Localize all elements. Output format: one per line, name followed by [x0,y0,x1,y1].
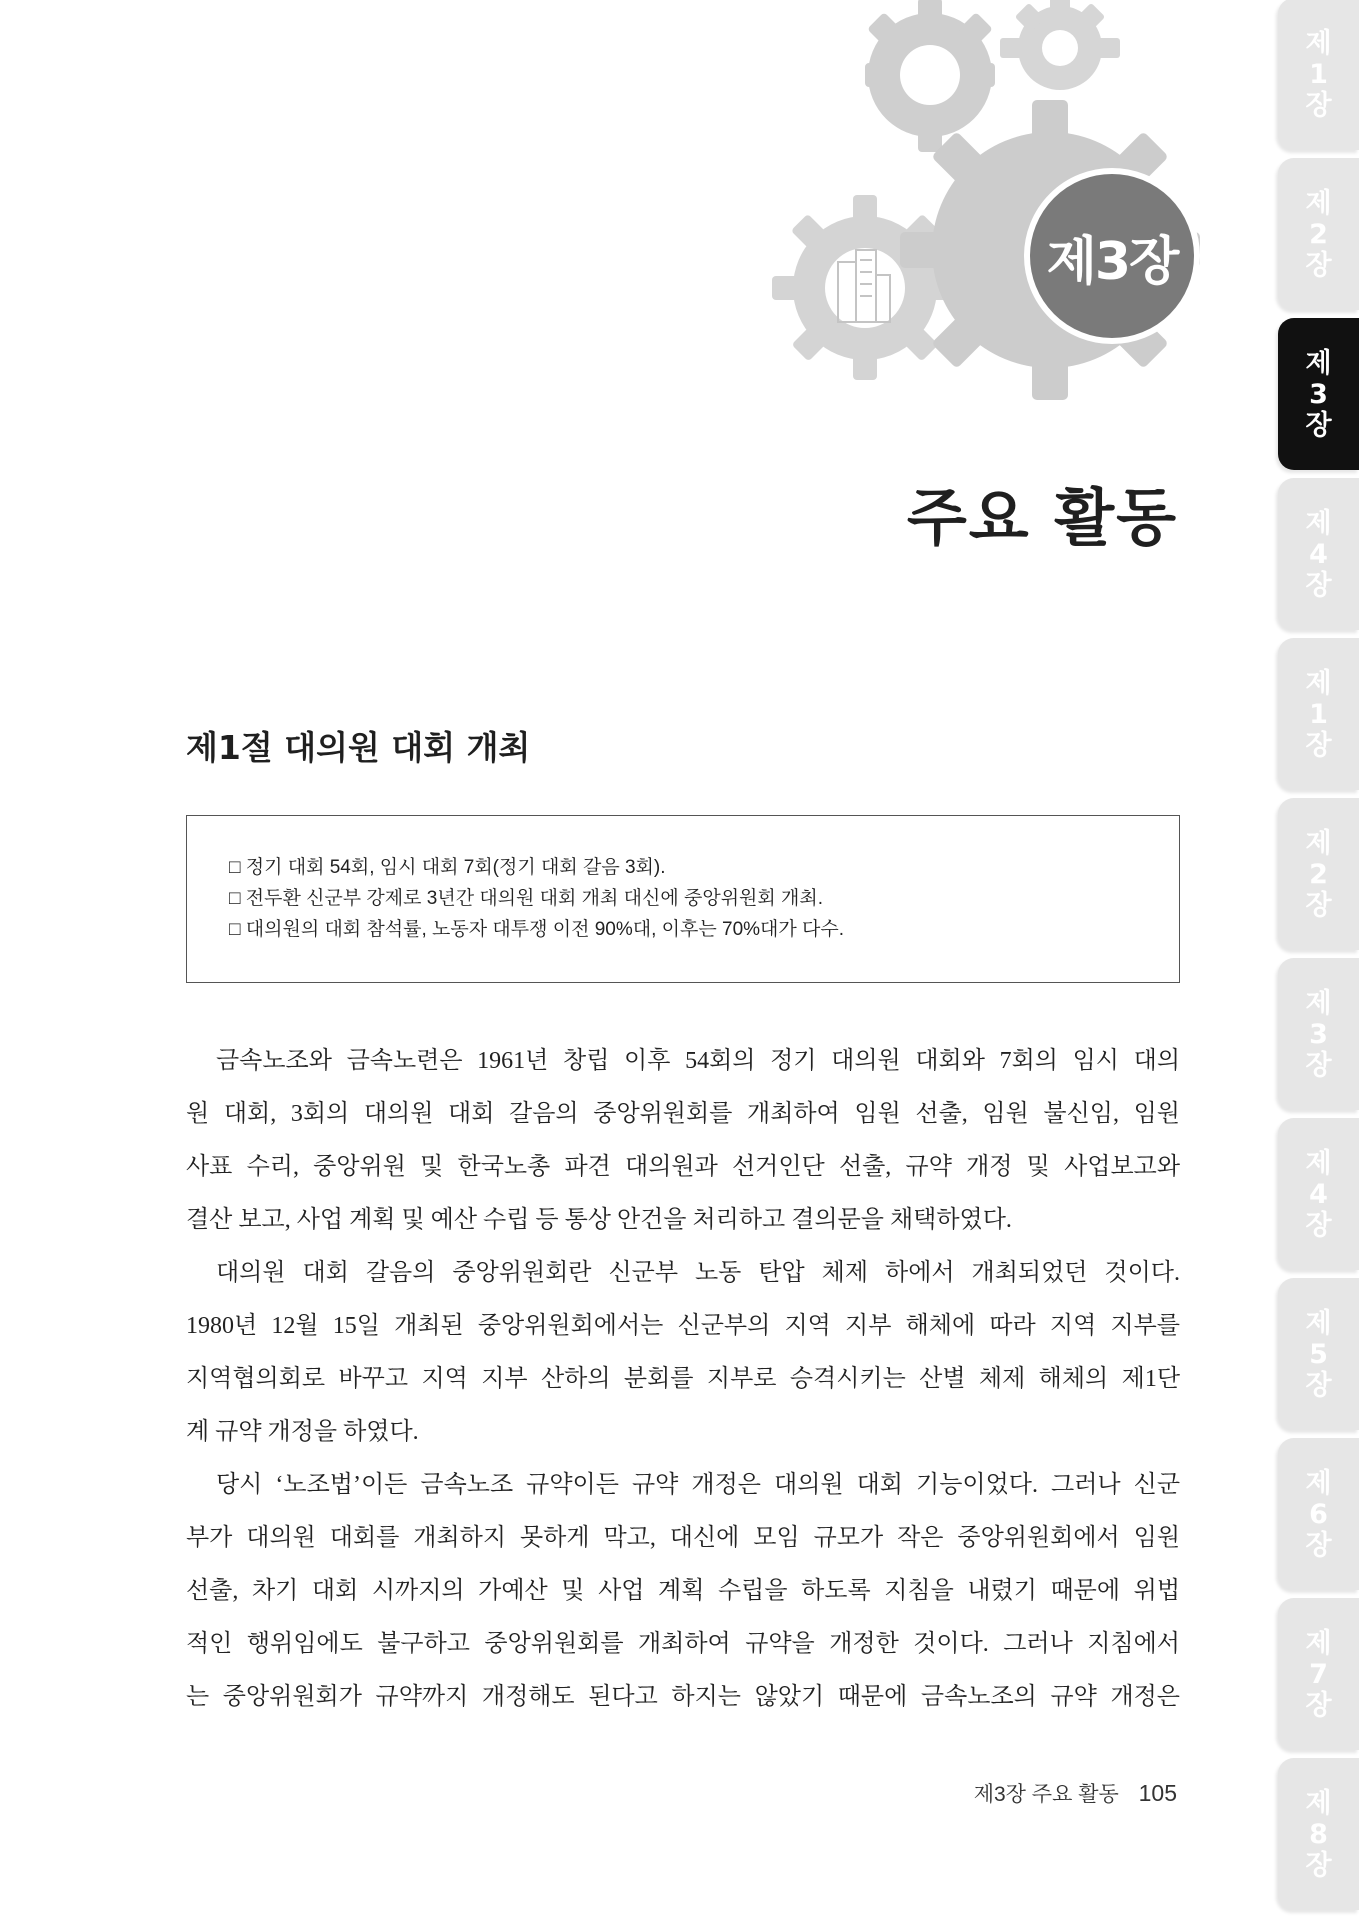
body-line: 1980년 12월 15일 개최된 중앙위원회에서는 신군부의 지역 지부 해체에 따라 지역 지부를 [186,1313,1180,1339]
chapter-tab[interactable]: 제4장 [1278,478,1359,630]
body-line: 당시 ‘노조법’이든 금속노조 규약이든 규약 개정은 대의원 대회 기능이었다. 그러나 신군 [216,1472,1180,1498]
chapter-tabs [1278,0,1359,1920]
summary-box [186,815,1180,983]
chapter-tab[interactable]: 제2장 [1278,158,1359,310]
chapter-badge: 제3장 [1024,168,1200,344]
chapter-tab[interactable]: 제4장 [1278,1118,1359,1270]
body-line: 선출, 차기 대회 시까지의 가예산 및 사업 계획 수립을 하도록 지침을 내렸기 때문에 위법 [186,1578,1181,1604]
summary-item: □ 전두환 신군부 강제로 3년간 대의원 대회 개최 대신에 중앙위원회 개최. [229,888,824,909]
chapter-tab[interactable]: 제5장 [1278,1278,1359,1430]
chapter-tab[interactable]: 제6장 [1278,1438,1359,1590]
page-number: 105 [1138,1780,1177,1806]
page-footer [974,1778,1177,1808]
body-line: 적인 행위임에도 불구하고 중앙위원회를 개최하여 규약을 개정한 것이다. 그러나 지침에서 [186,1631,1180,1657]
chapter-tab[interactable]: 제2장 [1278,798,1359,950]
chapter-tab[interactable]: 제1장 [1278,638,1359,790]
body-line: 대의원 대회 갈음의 중앙위원회란 신군부 노동 탄압 체제 하에서 개최되었던 것이다. [216,1260,1180,1286]
chapter-tab[interactable]: 제7장 [1278,1598,1359,1750]
section-title: 제1절 대의원 대회 개최 [186,728,531,767]
body-line: 지역협의회로 바꾸고 지역 지부 산하의 분회를 지부로 승격시키는 산별 체제 해체의 제1단 [186,1366,1180,1392]
body-line: 금속노조와 금속노련은 1961년 창립 이후 54회의 정기 대의원 대회와 7회의 임시 대의 [216,1048,1180,1074]
body-text [186,1035,1180,1724]
body-line: 사표 수리, 중앙위원 및 한국노총 파견 대의원과 선거인단 선출, 규약 개정 및 사업보고와 [186,1154,1181,1180]
body-line: 는 중앙위원회가 규약까지 개정해도 된다고 하지는 않았기 때문에 금속노조의 규약 개정은 [186,1684,1180,1710]
chapter-tab-active[interactable]: 제3장 [1278,318,1359,470]
body-line: 원 대회, 3회의 대의원 대회 갈음의 중앙위원회를 개최하여 임원 선출, 임원 불신임, 임원 [186,1101,1180,1127]
chapter-tab[interactable]: 제8장 [1278,1758,1359,1910]
body-line: 부가 대의원 대회를 개최하지 못하게 막고, 대신에 모임 규모가 작은 중앙위원회에서 임원 [186,1525,1180,1551]
chapter-tab[interactable]: 제1장 [1278,0,1359,150]
summary-item: □ 정기 대회 54회, 임시 대회 7회(정기 대회 갈음 3회). [229,857,666,878]
chapter-tab[interactable]: 제3장 [1278,958,1359,1110]
running-title: 제3장 주요 활동 [973,1783,1119,1806]
body-line: 결산 보고, 사업 계획 및 예산 수립 등 통상 안건을 처리하고 결의문을 채택하였다. [186,1207,1012,1233]
body-line: 계 규약 개정을 하였다. [186,1419,419,1445]
summary-item: □ 대의원의 대회 참석률, 노동자 대투쟁 이전 90%대, 이후는 70%대가 다수. [229,919,845,940]
chapter-title: 주요 활동 [906,481,1178,554]
